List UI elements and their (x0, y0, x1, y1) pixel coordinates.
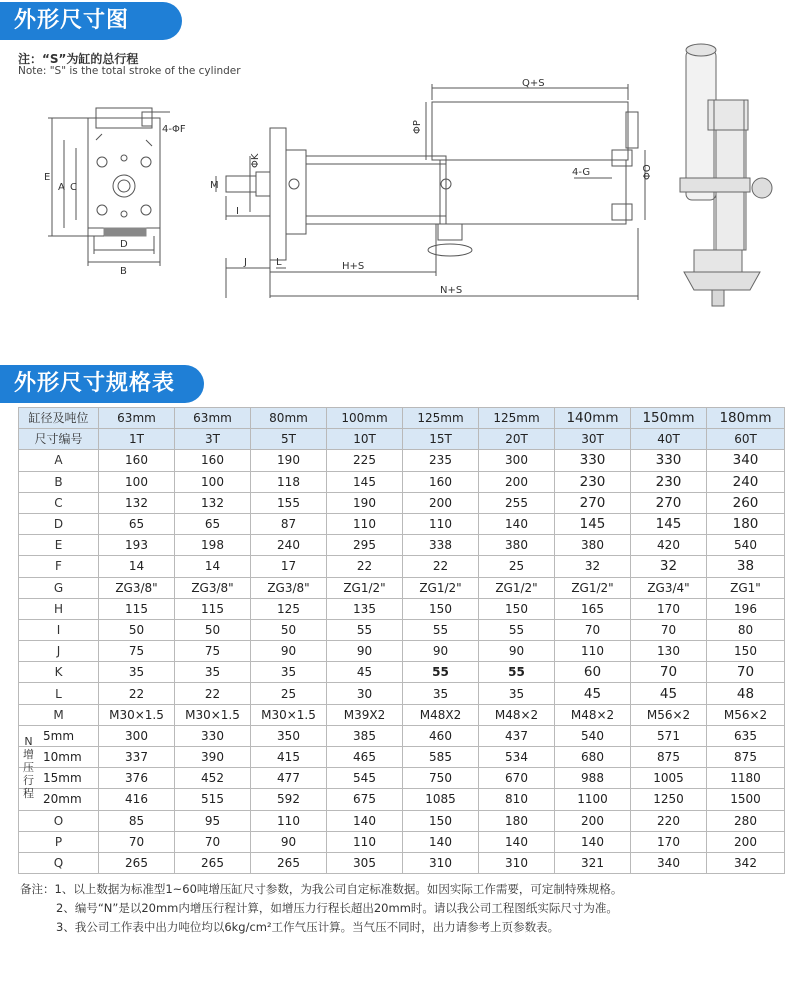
tons-cell: 5T (251, 429, 327, 450)
value-cell: 270 (631, 492, 707, 513)
value-cell: 50 (175, 619, 251, 640)
value-cell: 65 (99, 513, 175, 534)
value-cell: 670 (479, 768, 555, 789)
value-cell: 280 (707, 810, 785, 831)
value-cell: 70 (631, 619, 707, 640)
value-cell: 118 (251, 471, 327, 492)
n-stroke-label: N增压行程 (23, 735, 34, 801)
value-cell: 540 (707, 535, 785, 556)
n-sub-label: 15mm (43, 771, 82, 786)
value-cell: 50 (251, 619, 327, 640)
bore-cell: 80mm (251, 408, 327, 429)
label-e: E (44, 172, 51, 183)
value-cell: 30 (327, 683, 403, 704)
tons-cell: 30T (555, 429, 631, 450)
value-cell: 750 (403, 768, 479, 789)
table-section-banner: 外形尺寸规格表 (0, 365, 204, 403)
value-cell: 90 (251, 831, 327, 852)
row-label: I (19, 619, 99, 640)
label-a: A (58, 182, 65, 193)
value-cell: 70 (707, 662, 785, 683)
value-cell: 260 (707, 492, 785, 513)
header-code-label: 尺寸编号 (19, 429, 99, 450)
row-label: G (19, 577, 99, 598)
value-cell: 330 (555, 450, 631, 471)
value-cell: 376 (99, 768, 175, 789)
spec-table (18, 407, 785, 874)
label-c: C (70, 182, 77, 193)
table-row-n (19, 789, 785, 810)
value-cell: 196 (707, 598, 785, 619)
value-cell: ZG1/2" (479, 577, 555, 598)
table-row (19, 577, 785, 598)
value-cell: 330 (631, 450, 707, 471)
value-cell: 988 (555, 768, 631, 789)
value-cell: 38 (707, 556, 785, 577)
drawing-section-banner: 外形尺寸图 (0, 2, 182, 40)
value-cell: 22 (403, 556, 479, 577)
value-cell: 295 (327, 535, 403, 556)
value-cell: 110 (327, 513, 403, 534)
value-cell: 32 (631, 556, 707, 577)
row-label: M (19, 704, 99, 725)
value-cell: 150 (479, 598, 555, 619)
value-cell: M30×1.5 (251, 704, 327, 725)
value-cell: 350 (251, 725, 327, 746)
value-cell: 100 (99, 471, 175, 492)
value-cell: 140 (479, 513, 555, 534)
tons-cell: 40T (631, 429, 707, 450)
value-cell: 90 (479, 641, 555, 662)
value-cell: 55 (479, 619, 555, 640)
bore-cell: 140mm (555, 408, 631, 429)
row-label: L (19, 683, 99, 704)
value-cell: 235 (403, 450, 479, 471)
value-cell: 200 (403, 492, 479, 513)
table-row (19, 852, 785, 873)
value-cell: 592 (251, 789, 327, 810)
value-cell: 1180 (707, 768, 785, 789)
value-cell: 75 (99, 641, 175, 662)
bore-cell: 100mm (327, 408, 403, 429)
table-row (19, 598, 785, 619)
value-cell: 22 (327, 556, 403, 577)
value-cell: 70 (631, 662, 707, 683)
bore-cell: 63mm (99, 408, 175, 429)
value-cell: 110 (403, 513, 479, 534)
value-cell: 680 (555, 747, 631, 768)
row-label: J (19, 641, 99, 662)
value-cell: 35 (99, 662, 175, 683)
value-cell: 340 (631, 852, 707, 873)
tons-cell: 1T (99, 429, 175, 450)
value-cell: ZG3/8" (251, 577, 327, 598)
value-cell: 342 (707, 852, 785, 873)
tons-cell: 60T (707, 429, 785, 450)
product-illustration (680, 44, 772, 306)
value-cell: 135 (327, 598, 403, 619)
label-m: M (210, 180, 219, 191)
value-cell: 180 (707, 513, 785, 534)
table-row (19, 492, 785, 513)
value-cell: 55 (403, 619, 479, 640)
value-cell: 45 (555, 683, 631, 704)
value-cell: 55 (403, 662, 479, 683)
table-row (19, 556, 785, 577)
bore-cell: 125mm (479, 408, 555, 429)
value-cell: 130 (631, 641, 707, 662)
label-4-phi-f: 4-ΦF (162, 124, 186, 135)
value-cell: 45 (631, 683, 707, 704)
value-cell: 1250 (631, 789, 707, 810)
value-cell: 90 (251, 641, 327, 662)
value-cell: M48X2 (403, 704, 479, 725)
row-label: F (19, 556, 99, 577)
value-cell: 338 (403, 535, 479, 556)
n-sub-label: 10mm (43, 750, 82, 765)
value-cell: 230 (555, 471, 631, 492)
value-cell: 452 (175, 768, 251, 789)
label-phi-k: ΦK (250, 153, 261, 168)
label-j: J (244, 257, 247, 268)
value-cell: 22 (99, 683, 175, 704)
value-cell: 50 (99, 619, 175, 640)
value-cell: 270 (555, 492, 631, 513)
value-cell: 25 (251, 683, 327, 704)
value-cell: 415 (251, 747, 327, 768)
value-cell: 35 (479, 683, 555, 704)
value-cell: 437 (479, 725, 555, 746)
value-cell: 875 (631, 747, 707, 768)
value-cell: 1005 (631, 768, 707, 789)
value-cell: 35 (251, 662, 327, 683)
label-phi-o: ΦO (642, 164, 653, 180)
bore-cell: 125mm (403, 408, 479, 429)
value-cell: 380 (479, 535, 555, 556)
label-b: B (120, 266, 127, 277)
value-cell: 198 (175, 535, 251, 556)
bore-cell: 180mm (707, 408, 785, 429)
value-cell: 140 (555, 831, 631, 852)
stroke-note-cn: 注：“S”为缸的总行程 (18, 52, 139, 66)
value-cell: 385 (327, 725, 403, 746)
row-label: Q (19, 852, 99, 873)
value-cell: 416 (99, 789, 175, 810)
row-label: C (19, 492, 99, 513)
remark-2: 2、编号“N”是以20mm内增压行程计算，如增压力行程长超出20mm时。请以我公司工程图纸实际尺寸为准。 (56, 901, 618, 915)
value-cell: 1085 (403, 789, 479, 810)
value-cell: 390 (175, 747, 251, 768)
tons-cell: 15T (403, 429, 479, 450)
value-cell: 193 (99, 535, 175, 556)
value-cell: 200 (479, 471, 555, 492)
tons-cell: 10T (327, 429, 403, 450)
row-label: A (19, 450, 99, 471)
value-cell: M56×2 (631, 704, 707, 725)
value-cell: 330 (175, 725, 251, 746)
value-cell: 300 (99, 725, 175, 746)
value-cell: 460 (403, 725, 479, 746)
n-sub-label: 5mm (43, 728, 75, 743)
tons-cell: 20T (479, 429, 555, 450)
row-label: D (19, 513, 99, 534)
value-cell: 110 (251, 810, 327, 831)
header-row-tons (19, 429, 785, 450)
value-cell: 85 (99, 810, 175, 831)
value-cell: 337 (99, 747, 175, 768)
value-cell: 25 (479, 556, 555, 577)
value-cell: 200 (707, 831, 785, 852)
row-label: P (19, 831, 99, 852)
value-cell: 220 (631, 810, 707, 831)
label-4-g: 4-G (572, 167, 591, 178)
bore-cell: 63mm (175, 408, 251, 429)
value-cell: 875 (707, 747, 785, 768)
value-cell: 35 (403, 683, 479, 704)
value-cell: 180 (479, 810, 555, 831)
value-cell: M39X2 (327, 704, 403, 725)
tons-cell: 3T (175, 429, 251, 450)
header-bore-label: 缸径及吨位 (19, 408, 99, 429)
value-cell: 160 (99, 450, 175, 471)
value-cell: 145 (631, 513, 707, 534)
label-n-s: N+S (440, 285, 463, 296)
value-cell: 22 (175, 683, 251, 704)
value-cell: 465 (327, 747, 403, 768)
table-row (19, 810, 785, 831)
value-cell: M30×1.5 (99, 704, 175, 725)
value-cell: 255 (479, 492, 555, 513)
value-cell: M48×2 (555, 704, 631, 725)
row-label: E (19, 535, 99, 556)
value-cell: 265 (251, 852, 327, 873)
value-cell: 140 (327, 810, 403, 831)
value-cell: 534 (479, 747, 555, 768)
value-cell: 585 (403, 747, 479, 768)
value-cell: ZG1/2" (327, 577, 403, 598)
table-row-n (19, 725, 785, 746)
value-cell: 95 (175, 810, 251, 831)
value-cell: 155 (251, 492, 327, 513)
value-cell: ZG3/8" (99, 577, 175, 598)
value-cell: 635 (707, 725, 785, 746)
value-cell: 17 (251, 556, 327, 577)
table-row (19, 450, 785, 471)
label-l: L (276, 257, 282, 268)
value-cell: 145 (327, 471, 403, 492)
value-cell: 300 (479, 450, 555, 471)
value-cell: 55 (327, 619, 403, 640)
value-cell: 150 (707, 641, 785, 662)
value-cell: ZG3/8" (175, 577, 251, 598)
value-cell: 240 (707, 471, 785, 492)
value-cell: 190 (251, 450, 327, 471)
value-cell: 45 (327, 662, 403, 683)
value-cell: 75 (175, 641, 251, 662)
value-cell: 132 (175, 492, 251, 513)
table-row (19, 662, 785, 683)
value-cell: 160 (175, 450, 251, 471)
value-cell: 140 (403, 831, 479, 852)
value-cell: 90 (403, 641, 479, 662)
value-cell: M48×2 (479, 704, 555, 725)
value-cell: 305 (327, 852, 403, 873)
label-d: D (120, 239, 128, 250)
label-h-s: H+S (342, 261, 365, 272)
label-q-s: Q+S (522, 78, 545, 89)
value-cell: 340 (707, 450, 785, 471)
value-cell: 310 (403, 852, 479, 873)
label-phi-p: ΦP (412, 120, 423, 134)
table-row (19, 641, 785, 662)
value-cell: 150 (403, 598, 479, 619)
value-cell: 115 (99, 598, 175, 619)
value-cell: 165 (555, 598, 631, 619)
value-cell: 110 (327, 831, 403, 852)
table-row (19, 704, 785, 725)
value-cell: 160 (403, 471, 479, 492)
value-cell: 14 (175, 556, 251, 577)
value-cell: 70 (175, 831, 251, 852)
value-cell: 132 (99, 492, 175, 513)
value-cell: 70 (555, 619, 631, 640)
value-cell: 32 (555, 556, 631, 577)
remarks (20, 880, 622, 937)
label-i: I (236, 206, 239, 217)
value-cell: 60 (555, 662, 631, 683)
value-cell: M56×2 (707, 704, 785, 725)
value-cell: 545 (327, 768, 403, 789)
value-cell: 55 (479, 662, 555, 683)
row-label: K (19, 662, 99, 683)
header-row-bore (19, 408, 785, 429)
stroke-note-en: Note: "S" is the total stroke of the cylinder (18, 65, 241, 77)
value-cell: 90 (327, 641, 403, 662)
value-cell: 125 (251, 598, 327, 619)
value-cell: 150 (403, 810, 479, 831)
row-label: O (19, 810, 99, 831)
remark-3: 3、我公司工作表中出力吨位均以6kg/cm²工作气压计算。当气压不同时，出力请参考上页参数表。 (56, 920, 560, 934)
table-row (19, 831, 785, 852)
value-cell: 170 (631, 598, 707, 619)
value-cell: 265 (175, 852, 251, 873)
value-cell: 14 (99, 556, 175, 577)
value-cell: 87 (251, 513, 327, 534)
value-cell: 70 (99, 831, 175, 852)
value-cell: 35 (175, 662, 251, 683)
value-cell: 65 (175, 513, 251, 534)
row-label: H (19, 598, 99, 619)
value-cell: 240 (251, 535, 327, 556)
value-cell: 321 (555, 852, 631, 873)
value-cell: 515 (175, 789, 251, 810)
value-cell: 230 (631, 471, 707, 492)
value-cell: 170 (631, 831, 707, 852)
row-label: B (19, 471, 99, 492)
table-row-n (19, 747, 785, 768)
value-cell: 225 (327, 450, 403, 471)
value-cell: 380 (555, 535, 631, 556)
value-cell: 1100 (555, 789, 631, 810)
remark-1: 备注：1、以上数据为标准型1~60吨增压缸尺寸参数，为我公司自定标准数据。如因实际工作需要，可定制特殊规格。 (20, 882, 623, 896)
value-cell: 145 (555, 513, 631, 534)
value-cell: 675 (327, 789, 403, 810)
value-cell: ZG1/2" (403, 577, 479, 598)
value-cell: 571 (631, 725, 707, 746)
value-cell: 100 (175, 471, 251, 492)
table-row (19, 683, 785, 704)
value-cell: ZG1" (707, 577, 785, 598)
value-cell: 310 (479, 852, 555, 873)
value-cell: 80 (707, 619, 785, 640)
value-cell: 1500 (707, 789, 785, 810)
table-row (19, 535, 785, 556)
value-cell: 190 (327, 492, 403, 513)
table-row (19, 471, 785, 492)
value-cell: 540 (555, 725, 631, 746)
value-cell: 810 (479, 789, 555, 810)
table-row (19, 619, 785, 640)
dimension-drawing (0, 40, 808, 330)
value-cell: ZG3/4" (631, 577, 707, 598)
value-cell: M30×1.5 (175, 704, 251, 725)
value-cell: ZG1/2" (555, 577, 631, 598)
value-cell: 115 (175, 598, 251, 619)
value-cell: 477 (251, 768, 327, 789)
table-row-n (19, 768, 785, 789)
value-cell: 200 (555, 810, 631, 831)
n-sub-label: 20mm (43, 792, 82, 807)
value-cell: 48 (707, 683, 785, 704)
value-cell: 110 (555, 641, 631, 662)
front-view (48, 108, 170, 266)
value-cell: 265 (99, 852, 175, 873)
value-cell: 420 (631, 535, 707, 556)
table-row (19, 513, 785, 534)
bore-cell: 150mm (631, 408, 707, 429)
value-cell: 140 (479, 831, 555, 852)
